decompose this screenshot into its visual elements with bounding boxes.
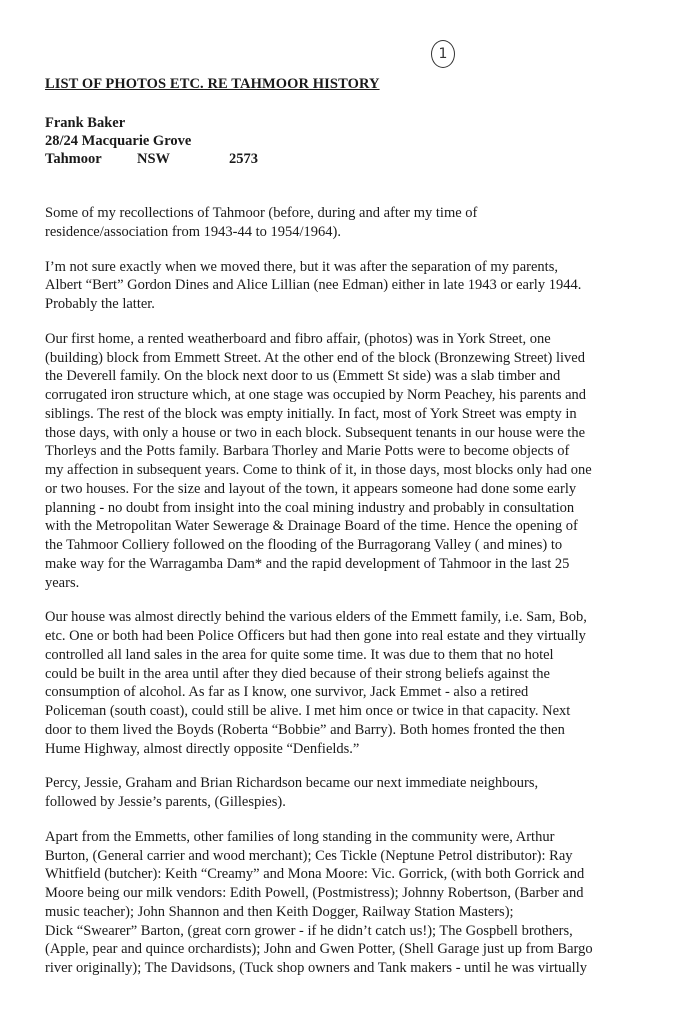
paragraph (45, 774, 645, 812)
paragraph-line: siblings. The rest of the block was empty initially. In fact, most of York Street was empty in (45, 405, 577, 422)
paragraph-line: (Apple, pear and quince orchardists); John and Gwen Potter, (Shell Garage just up from Bargo (45, 941, 593, 958)
paragraph-line: my affection in subsequent years. Come to think of it, in those days, most blocks only had one (45, 462, 592, 478)
paragraph-line: the Deverell family. On the block next door to us (Emmett St side) was a slab timber and (45, 368, 561, 385)
paragraph-line: consumption of alcohol. As far as I know, one survivor, Jack Emmet - also a retired (45, 684, 529, 701)
paragraph-line: corrugated iron structure which, at one stage was occupied by Norm Peachey, his parents and (45, 387, 587, 403)
paragraph-line: I’m not sure exactly when we moved there, but it was after the separation of my parents, (45, 258, 558, 275)
document-title: LIST OF PHOTOS ETC. RE TAHMOOR HISTORY (45, 76, 380, 92)
paragraph-line: make way for the Warragamba Dam* and the rapid development of Tahmoor in the last 25 (45, 555, 570, 572)
paragraph-line: or two houses. For the size and layout of the town, it appears someone had done some early (45, 480, 577, 497)
paragraph-line: residence/association from 1943-44 to 1954/1964). (45, 223, 341, 240)
paragraph (45, 330, 645, 593)
paragraph-line: Our house was almost directly behind the various elders of the Emmett family, i.e. Sam, Bob, (45, 609, 587, 626)
author-block (45, 114, 258, 168)
page-number: 1 (431, 40, 455, 68)
paragraph-line: Policeman (south coast), could still be alive. I met him once or twice in that capacity. Next (45, 703, 571, 719)
paragraph-line: Percy, Jessie, Graham and Brian Richardson became our next immediate neighbours, (45, 775, 539, 792)
paragraph-line: Albert “Bert” Gordon Dines and Alice Lillian (nee Edman) either in late 1943 or early 1944. (45, 277, 582, 294)
paragraph-line: with the Metropolitan Water Sewerage & Drainage Board of the time. Hence the opening of (45, 518, 578, 535)
body-text (45, 204, 645, 994)
paragraph-line: the Tahmoor Colliery followed on the flooding of the Burragorang Valley ( and mines) to (45, 537, 563, 553)
paragraph (45, 258, 645, 314)
paragraph-line: Apart from the Emmetts, other families of long standing in the community were, Arthur (45, 828, 555, 845)
paragraph (45, 828, 645, 978)
paragraph-line: Our first home, a rented weatherboard and fibro affair, (photos) was in York Street, one (45, 330, 551, 347)
paragraph-line: Whitfield (butcher): Keith “Creamy” and Mona Moore: Vic. Gorrick, (with both Gorrick and (45, 866, 585, 883)
paragraph-line: could be built in the area until after they died because of their strong beliefs against the (45, 665, 550, 682)
author-state: NSW (137, 151, 171, 167)
paragraph (45, 204, 645, 242)
paragraph-line: Moore being our milk vendors: Edith Powell, (Postmistress); Johnny Robertson, (Barber and (45, 885, 584, 901)
author-name: Frank Baker (45, 115, 126, 131)
paragraph-line: those days, with only a house or two in each block. Subsequent tenants in our house were the (45, 424, 586, 441)
paragraph-line: Some of my recollections of Tahmoor (before, during and after my time of (45, 205, 478, 221)
paragraph-line: planning - no doubt from insight into the coal mining industry and probably in consultation (45, 499, 575, 516)
paragraph-line: followed by Jessie’s parents, (Gillespies). (45, 794, 286, 810)
paragraph-line: Dick “Swearer” Barton, (great corn grower - if he didn’t catch us!); The Gospbell brothers, (45, 922, 573, 939)
paragraph-line: Probably the latter. (45, 296, 155, 312)
paragraph-line: years. (45, 574, 80, 591)
paragraph-line: music teacher); John Shannon and then Keith Dogger, Railway Station Masters); (45, 903, 514, 920)
author-locality (45, 150, 258, 168)
author-street: 28/24 Macquarie Grove (45, 133, 192, 149)
paragraph-line: Hume Highway, almost directly opposite “Denfields.” (45, 740, 360, 757)
author-postcode: 2573 (229, 151, 258, 167)
paragraph-line: Burton, (General carrier and wood merchant); Ces Tickle (Neptune Petrol distributor): Ray (45, 847, 573, 864)
paragraph-line: controlled all land sales in the area for quite some time. It was due to them that no hotel (45, 646, 554, 663)
paragraph-line: river originally); The Davidsons, (Tuck shop owners and Tank makers - until he was virtually (45, 960, 587, 976)
paragraph-line: door to them lived the Boyds (Roberta “Bobbie” and Barry). Both homes fronted the then (45, 721, 565, 738)
paragraph-line: (building) block from Emmett Street. At the other end of the block (Bronzewing Street) lived (45, 349, 585, 366)
paragraph-line: Thorleys and the Potts family. Barbara Thorley and Marie Potts were to become objects of (45, 443, 570, 460)
author-suburb: Tahmoor (45, 151, 102, 167)
paragraph (45, 608, 645, 758)
paragraph-line: etc. One or both had been Police Officers but had then gone into real estate and they virtually (45, 628, 586, 644)
